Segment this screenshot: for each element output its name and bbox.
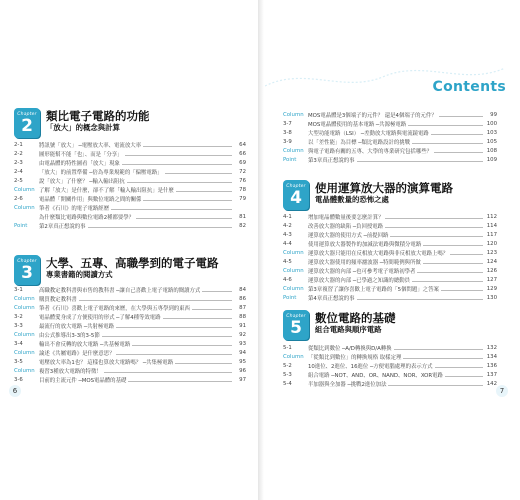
chapter-badge-label: Chapter	[286, 183, 306, 189]
entry-page: 99	[490, 111, 497, 118]
leader-dots	[136, 214, 232, 219]
chapter-subtitle: 電晶體數量的恐怖之處	[315, 195, 389, 204]
toc-entry[interactable]	[283, 110, 497, 119]
toc-entry[interactable]	[14, 140, 246, 149]
toc-entry[interactable]	[283, 128, 497, 137]
entry-number: 3-2	[14, 313, 23, 320]
entry-number: 4-1	[283, 213, 292, 220]
chapter-heading	[283, 180, 453, 210]
toc-entry[interactable]	[283, 221, 497, 230]
toc-entry[interactable]	[14, 303, 246, 312]
leader-dots	[165, 169, 232, 174]
entry-page: 142	[486, 380, 497, 387]
entry-page: 124	[486, 258, 497, 265]
leader-dots	[450, 250, 483, 255]
entry-number: Column	[283, 147, 304, 154]
chapter-title: 類比電子電路的功能	[46, 109, 150, 123]
entry-page: 92	[239, 331, 246, 338]
entry-title: 將訊號「放大」 ─電壓放大率、電流放大率	[39, 142, 141, 149]
entry-title: 第3章真正想說的事	[308, 157, 355, 164]
page-number-left: 6	[9, 385, 21, 397]
entry-number: 2-6	[14, 195, 23, 202]
chapter-number: 5	[290, 317, 302, 338]
entry-number: 3-4	[14, 340, 23, 347]
leader-dots	[441, 286, 483, 291]
chapter-badge-label: Chapter	[17, 258, 37, 264]
entry-title: MOS電晶體是3個端子的元件？ 還是4個端子的元件？	[308, 112, 437, 119]
entry-title: 輸出不會反轉的放大電路 ─共基極電路	[39, 341, 131, 348]
leader-dots	[104, 368, 232, 373]
toc-entry[interactable]	[283, 155, 497, 164]
entry-number: 2-3	[14, 159, 23, 166]
toc-entry[interactable]	[283, 248, 497, 257]
entry-page: 64	[239, 141, 246, 148]
entry-page: 130	[486, 294, 497, 301]
entry-page: 87	[239, 304, 246, 311]
toc-entry[interactable]	[283, 361, 497, 370]
leader-dots	[176, 187, 232, 192]
chapter-badge	[283, 310, 309, 340]
leader-dots	[445, 372, 483, 377]
entry-number: 4-3	[283, 231, 292, 238]
leader-dots	[385, 214, 483, 219]
toc-entry[interactable]	[14, 185, 246, 194]
entry-title: 圖形能幫不能「也」、而是「分享」	[39, 151, 123, 158]
entry-title: 運算放大器只能用在反相放大電路與非反相放大電路上嗎？	[308, 250, 449, 257]
toc-entry[interactable]	[14, 321, 246, 330]
entry-number: 3-8	[283, 129, 292, 136]
entry-title: 筆者《石川》喜歡上電子電路的來歷，在大學與五專學到的東西	[39, 305, 190, 312]
entry-number: 3-6	[14, 376, 23, 383]
entry-page: 88	[239, 313, 246, 320]
entry-title: 電晶體愛身成了方便使用的形式 ─了解4種等效電路	[39, 314, 161, 321]
leader-dots	[102, 332, 232, 337]
entry-title: 由公式推導出3-3的3-5節	[39, 332, 100, 339]
chapter-subtitle: 組合電路與順序電路	[315, 325, 382, 334]
entry-page: 108	[486, 147, 497, 154]
entry-title: 由電晶體的特性圖看「放大」現象	[39, 160, 120, 167]
chapter-title: 大學、五專、高職學到的電子電路	[46, 256, 219, 270]
entry-number: Column	[14, 349, 35, 356]
entry-number: Point	[283, 294, 297, 301]
chapter-heading	[14, 108, 150, 138]
entry-number: 5-2	[283, 362, 292, 369]
entry-page: 91	[239, 322, 246, 329]
gutter-shadow	[258, 0, 264, 500]
entry-number: 3-9	[283, 138, 292, 145]
toc-entry[interactable]	[14, 348, 246, 357]
entry-page: 95	[239, 358, 246, 365]
entry-page: 114	[486, 222, 497, 229]
entry-page: 82	[239, 222, 246, 229]
toc-entry[interactable]	[283, 293, 497, 302]
entry-title: 運算放大器的內部 ─也可參考電子電路初學者	[308, 268, 416, 275]
toc-entry[interactable]	[283, 284, 497, 293]
chapter-badge	[14, 108, 40, 138]
entry-title: 運算放大器的使用方式 ─前提回路	[308, 232, 389, 239]
chapter-number: 2	[21, 115, 33, 136]
toc-entry[interactable]	[283, 352, 497, 361]
leader-dots	[394, 345, 483, 350]
entry-title: 大型功能電路（LSI） ─差動放大電路與電流鏡電路	[308, 130, 429, 137]
toc-entry[interactable]	[14, 366, 246, 375]
chapter-badge-label: Chapter	[17, 111, 37, 117]
entry-page: 86	[239, 295, 246, 302]
entry-number: Point	[283, 156, 297, 163]
entry-page: 109	[486, 156, 497, 163]
toc-entry[interactable]	[14, 312, 246, 321]
chapter-number: 3	[21, 262, 33, 283]
entry-title: 複習3種放大電路的特徵！	[39, 368, 102, 375]
entry-title: 筆者《石川》的電子電路經歷	[39, 205, 110, 212]
leader-dots	[357, 295, 483, 300]
entry-number: Column	[283, 353, 304, 360]
entry-page: 84	[239, 286, 246, 293]
toc-entry[interactable]	[14, 339, 246, 348]
leader-dots	[439, 112, 483, 117]
entry-page: 96	[239, 367, 246, 374]
chapter-title: 使用運算放大器的演算電路	[315, 181, 453, 195]
leader-dots	[412, 139, 483, 144]
entry-page: 127	[486, 276, 497, 283]
entry-number: 4-6	[283, 276, 292, 283]
leader-dots	[175, 359, 232, 364]
toc-entry[interactable]	[283, 343, 497, 352]
toc-entry[interactable]	[14, 285, 246, 294]
entry-page: 117	[486, 231, 497, 238]
entry-title: 改善放大器的缺陷 ─負回授電路	[308, 223, 384, 230]
entry-number: Point	[14, 222, 28, 229]
toc-entry[interactable]	[14, 194, 246, 203]
leader-dots	[390, 232, 483, 237]
toc-entry[interactable]	[14, 158, 246, 167]
entry-page: 129	[486, 285, 497, 292]
toc-entry[interactable]	[283, 379, 497, 388]
leader-dots	[116, 323, 232, 328]
entry-page: 132	[486, 344, 497, 351]
leader-dots	[202, 287, 232, 292]
toc-entry[interactable]	[283, 257, 497, 266]
leader-dots	[423, 259, 483, 264]
entry-number: 5-3	[283, 371, 292, 378]
entry-number: 4-2	[283, 222, 292, 229]
leader-dots	[132, 341, 232, 346]
entry-title: 高職教定教科書與市售的教科書 ─讓自己喜歡上電子電路的閱讀方式	[39, 287, 201, 294]
entry-title: MOS電晶體使用的基本電路 ─共源極電路	[308, 121, 407, 128]
entry-page: 137	[486, 371, 497, 378]
leader-dots	[122, 160, 232, 165]
entry-title: 10進位、2進位、16進位 ─方便電腦處理的表示方式	[308, 363, 433, 370]
leader-dots	[127, 178, 232, 183]
entry-number: 3-7	[283, 120, 292, 127]
entry-page: 93	[239, 340, 246, 347]
leader-dots	[88, 223, 232, 228]
toc-entry[interactable]	[14, 330, 246, 339]
leader-dots	[143, 196, 232, 201]
toc-entry[interactable]	[283, 146, 497, 155]
entry-page: 69	[239, 159, 246, 166]
entry-number: 2-4	[14, 168, 23, 175]
entry-title: 為什麼類比電路與數位電路2種都要學？	[39, 214, 135, 221]
entry-page: 112	[486, 213, 497, 220]
entry-title: 最流行的放大電路 ─共射極電路	[39, 323, 115, 330]
entry-page: 126	[486, 267, 497, 274]
entry-number: Column	[14, 331, 35, 338]
leader-dots	[408, 121, 483, 126]
toc-entry[interactable]	[283, 266, 497, 275]
toc-entry[interactable]	[14, 203, 246, 212]
entry-page: 103	[486, 129, 497, 136]
leader-dots	[125, 151, 232, 156]
toc-entry[interactable]	[14, 212, 246, 221]
leader-dots	[357, 157, 483, 162]
entry-title: 第3章複習了讓你喜歡上電子電路的「5個問題」之答案	[308, 286, 439, 293]
entry-page: 94	[239, 349, 246, 356]
entry-number: 2-5	[14, 177, 23, 184]
entry-page: 79	[239, 195, 246, 202]
toc-entry[interactable]	[14, 357, 246, 366]
toc-entry[interactable]	[283, 275, 497, 284]
entry-page: 97	[239, 376, 246, 383]
entry-number: 3-3	[14, 322, 23, 329]
toc-entry[interactable]	[14, 176, 246, 185]
leader-dots	[403, 354, 483, 359]
entry-page: 72	[239, 168, 246, 175]
chapter-title: 數位電路的基礎	[315, 311, 396, 325]
entry-page: 136	[486, 362, 497, 369]
chapter-heading	[14, 255, 219, 285]
entry-title: 半加器與全加器 ─挑戰2進位加法	[308, 381, 387, 388]
entry-title: 電壓放大率為1也？ 這樣也算放大電路嗎？ ─共集極電路	[39, 359, 174, 366]
entry-number: 4-4	[283, 240, 292, 247]
entry-number: 4-5	[283, 258, 292, 265]
leader-dots	[388, 381, 483, 386]
toc-entry[interactable]	[14, 221, 246, 230]
entry-title: 「放大」的前置準備 ─倍為專業規範的「偏壓電路」	[39, 169, 163, 176]
entry-number: Column	[14, 367, 35, 374]
leader-dots	[163, 314, 232, 319]
entry-page: 105	[486, 138, 497, 145]
entry-number: 3-5	[14, 358, 23, 365]
leader-dots	[79, 296, 232, 301]
entry-page: 76	[239, 177, 246, 184]
entry-page: 66	[239, 150, 246, 157]
toc-entry[interactable]	[283, 137, 497, 146]
page-number-right: 7	[496, 385, 508, 397]
entry-title: 目前的主流元件 ─MOS電晶體的基礎	[39, 377, 127, 384]
leader-dots	[128, 377, 232, 382]
entry-number: Column	[14, 186, 35, 193]
entry-number: Column	[283, 111, 304, 118]
toc-entry[interactable]	[283, 370, 497, 379]
entry-number: Column	[14, 304, 35, 311]
chapter-number: 4	[290, 187, 302, 208]
entry-title: 第2章真正想說的事	[39, 223, 86, 230]
entry-title: 運算放大器使用的頻率濾波器 ─特間範例與所做	[308, 259, 421, 266]
leader-dots	[423, 241, 483, 246]
leader-dots	[116, 350, 232, 355]
toc-entry[interactable]	[283, 212, 497, 221]
toc-entry[interactable]	[14, 167, 246, 176]
toc-entry[interactable]	[14, 375, 246, 384]
contents-heading: Contents	[432, 79, 506, 95]
entry-number: Column	[14, 204, 35, 211]
chapter-badge-label: Chapter	[286, 313, 306, 319]
entry-page: 81	[239, 213, 246, 220]
entry-title: 說「放大」了什麼？ ─輸入輸出阻抗	[39, 178, 125, 185]
leader-dots	[417, 268, 483, 273]
entry-number: 5-4	[283, 380, 292, 387]
leader-dots	[434, 148, 483, 153]
leader-dots	[412, 277, 483, 282]
chapter-heading	[283, 310, 396, 340]
leader-dots	[143, 142, 232, 147]
toc-entry[interactable]	[14, 294, 246, 303]
entry-number: 3-1	[14, 286, 23, 293]
entry-title: 「從類比到數位」的轉換規格 取樣定理	[308, 354, 402, 361]
entry-page: 78	[239, 186, 246, 193]
entry-number: Column	[283, 267, 304, 274]
entry-title: 第4章真正想說的事	[308, 295, 355, 302]
entry-title: 從類比到數位 ─A/D轉換與D/A轉換	[308, 345, 392, 352]
leader-dots	[192, 305, 232, 310]
entry-title: 使用運算放大器製作的加減法電路與微積分電路	[308, 241, 422, 248]
toc-entry[interactable]	[14, 149, 246, 158]
chapter-badge	[283, 180, 309, 210]
leader-dots	[435, 363, 483, 368]
entry-page: 134	[486, 353, 497, 360]
entry-title: 購買教定教科書	[39, 296, 77, 303]
entry-number: 5-1	[283, 344, 292, 351]
leader-dots	[431, 130, 483, 135]
chapter-subtitle: 「放大」的概念與計算	[46, 123, 120, 132]
chapter-badge	[14, 255, 40, 285]
toc-entry[interactable]	[283, 230, 497, 239]
entry-page: 123	[486, 249, 497, 256]
entry-title: 組合電路 ─NOT、AND、OR、NAND、NOR、XOR電路	[308, 372, 443, 379]
entry-page: 120	[486, 240, 497, 247]
toc-entry[interactable]	[283, 119, 497, 128]
entry-number: 2-1	[14, 141, 23, 148]
entry-title: 增加電晶體數量後要怎麼計算？	[308, 214, 384, 221]
toc-entry[interactable]	[283, 239, 497, 248]
entry-number: Column	[283, 285, 304, 292]
chapter-subtitle: 專業書籍的閱讀方式	[46, 270, 113, 279]
leader-dots	[111, 205, 232, 210]
entry-number: 2-2	[14, 150, 23, 157]
entry-title: 運算放大器的內部 ─已學過之知識的總動員	[308, 277, 410, 284]
entry-title: 電晶體「開關作用」與數位電路之間的關係	[39, 196, 142, 203]
entry-page: 100	[486, 120, 497, 127]
entry-number: Column	[14, 295, 35, 302]
entry-title: 以「差性能」為目標 ─類比電路設計的挑戰	[308, 139, 410, 146]
entry-title: 論述《共屬電路》是什麼意思？	[39, 350, 115, 357]
entry-title: 了解「放大」是什麼，卻不了解「輸入輸出阻抗」是什麼	[39, 187, 174, 194]
entry-title: 與電子電路有關的五專、大學的專業研究包括哪些？	[308, 148, 432, 155]
entry-number: Column	[283, 249, 304, 256]
leader-dots	[385, 223, 483, 228]
